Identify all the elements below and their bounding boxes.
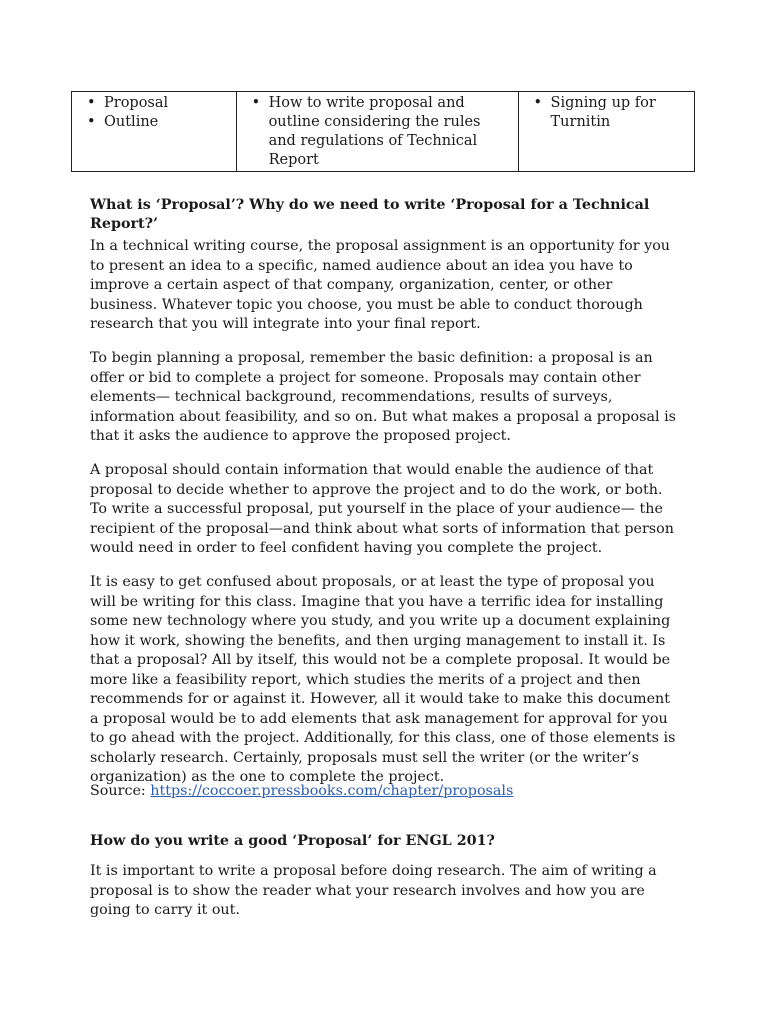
list-item-text: Signing up for Turnitin (550, 95, 656, 130)
bullet-icon: • (87, 95, 96, 111)
schedule-table (71, 91, 695, 172)
section-heading-how-to-write: How do you write a good ‘Proposal’ for ENGL 201? (90, 833, 495, 849)
section-heading-what-is-proposal: What is ‘Proposal’? Why do we need to write ‘Proposal for a Technical Report?’ (90, 197, 650, 232)
tasks-list (525, 94, 688, 132)
source-label: Source: (90, 783, 146, 799)
bullet-icon: • (87, 114, 96, 130)
source-line (90, 782, 513, 801)
bullet-icon: • (533, 95, 543, 111)
list-item (525, 94, 688, 132)
table-cell-tasks (518, 92, 694, 172)
table-cell-topics (72, 92, 237, 172)
source-link[interactable]: https://coccoer.pressbooks.com/chapter/proposals (150, 783, 514, 799)
list-item (78, 113, 230, 132)
table-cell-description (236, 92, 518, 172)
description-list (243, 94, 512, 170)
topics-list (78, 94, 230, 132)
paragraph-2: To begin planning a proposal, remember the basic definition: a proposal is an offer or bid to complete a project for someone. Proposals may contain other elements— technical background, recommendations, results of surveys, information about feasibility, and so on. But what makes a proposal a proposal is that it asks the audience to approve the proposed project. (90, 350, 676, 444)
paragraph-4: It is easy to get confused about proposals, or at least the type of proposal you will be writing for this class. Imagine that you have a terrific idea for installing some new technology where you study, and you write up a document explaining how it work, showing the benefits, and then urging management to install it. Is that a proposal? All by itself, this would not be a complete proposal. It would be more like a feasibility report, which studies the merits of a project and then recommends for or against it. However, all it would take to make this document a proposal would be to add elements that ask management for approval for you to go ahead with the project. Additionally, for this class, one of those elements is scholarly research. Certainly, proposals must sell the writer (or the writer’s organization) as the one to complete the project. (90, 574, 676, 785)
list-item-text: Outline (104, 114, 159, 130)
paragraph-5: It is important to write a proposal before doing research. The aim of writing a proposal is to show the reader what your research involves and how you are going to carry it out. (90, 863, 657, 918)
list-item-text: How to write proposal and outline considering the rules and regulations of Technical Report (268, 95, 481, 168)
list-item (243, 94, 512, 170)
paragraph-1: In a technical writing course, the proposal assignment is an opportunity for you to present an idea to a specific, named audience about an idea you have to improve a certain aspect of that company, organization, center, or other business. Whatever topic you choose, you must be able to conduct thorough research that you will integrate into your final report. (90, 238, 671, 332)
bullet-icon: • (251, 95, 261, 111)
paragraph-3: A proposal should contain information that would enable the audience of that proposal to decide whether to approve the project and to do the work, or both. To write a successful proposal, put yourself in the place of your audience— the recipient of the proposal—and think about what sorts of information that person would need in order to feel confident having you complete the project. (90, 462, 674, 556)
list-item-text: Proposal (104, 95, 169, 111)
list-item (78, 94, 230, 113)
table-row (72, 92, 695, 172)
